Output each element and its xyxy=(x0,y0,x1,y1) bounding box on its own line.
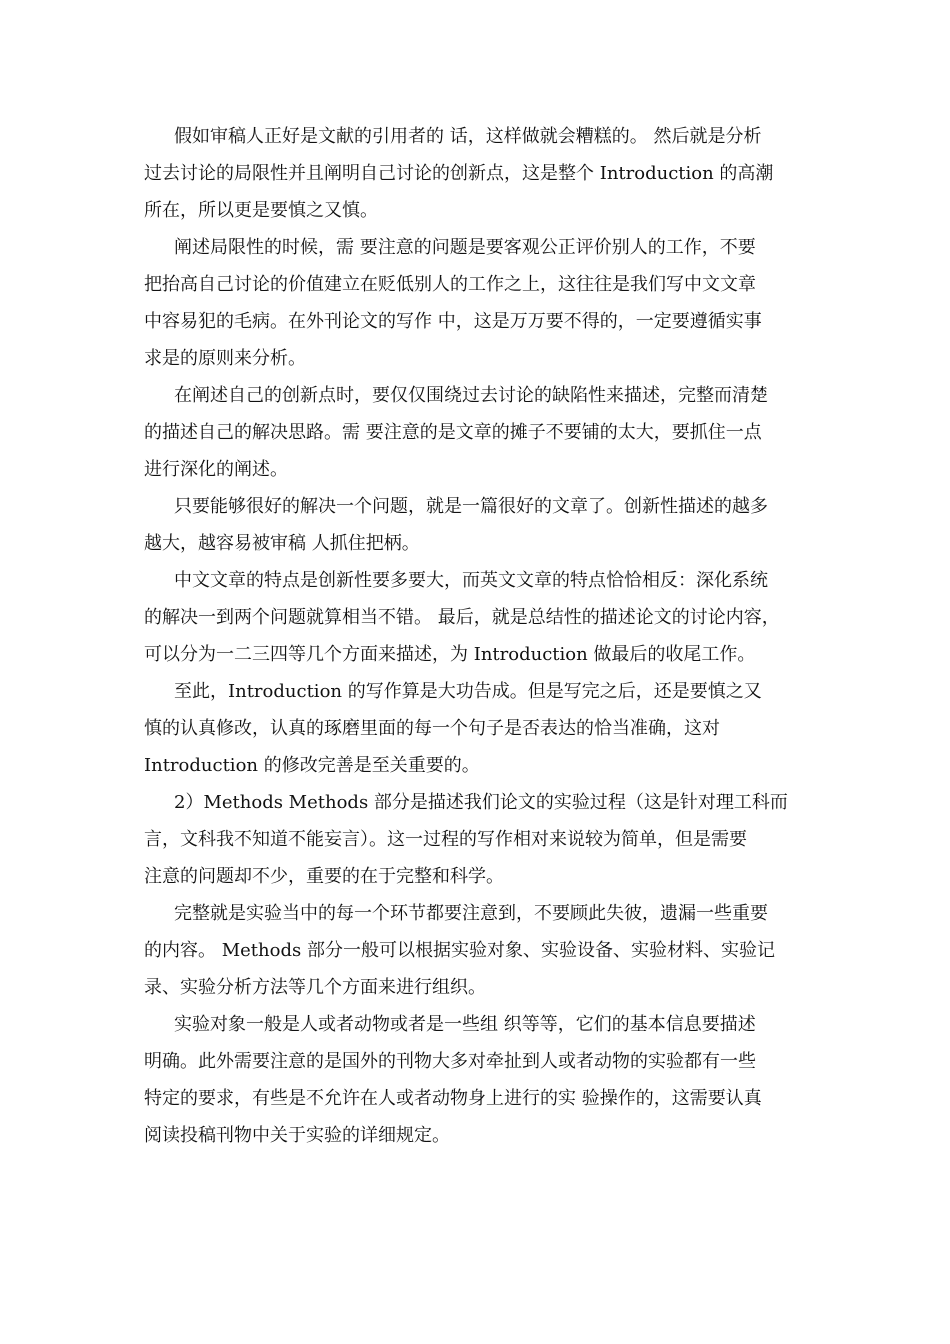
paragraph-first-line: 假如审稿人正好是文献的引用者的 话，这样做就会糟糕的。 然后就是分析 xyxy=(174,126,762,147)
paragraph-line: 可以分为一二三四等几个方面来描述，为 Introduction 做最后的收尾工作。 xyxy=(144,644,756,665)
paragraph-line: 特定的要求，有些是不允许在人或者动物身上进行的实 验操作的，这需要认真 xyxy=(144,1088,762,1109)
paragraph-first-line: 完整就是实验当中的每一个环节都要注意到，不要顾此失彼，遗漏一些重要 xyxy=(174,903,768,924)
paragraph-line: 进行深化的阐述。 xyxy=(144,459,288,480)
paragraph-line: 明确。此外需要注意的是国外的刊物大多对牵扯到人或者动物的实验都有一些 xyxy=(144,1051,756,1072)
paragraph-line: 慎的认真修改，认真的琢磨里面的每一个句子是否表达的恰当准确，这对 xyxy=(144,718,720,739)
paragraph-line: 过去讨论的局限性并且阐明自己讨论的创新点，这是整个 Introduction 的高潮 xyxy=(144,163,774,184)
paragraph-first-line: 2）Methods Methods 部分是描述我们论文的实验过程（这是针对理工科而 xyxy=(174,792,788,813)
paragraph-line: 所在，所以更是要慎之又慎。 xyxy=(144,200,378,221)
paragraph-line: 录、实验分析方法等几个方面来进行组织。 xyxy=(144,977,486,998)
document-body xyxy=(144,118,814,1154)
paragraph-line: 的内容。 Methods 部分一般可以根据实验对象、实验设备、实验材料、实验记 xyxy=(144,940,775,961)
paragraph-first-line: 在阐述自己的创新点时，要仅仅围绕过去讨论的缺陷性来描述，完整而清楚 xyxy=(174,385,768,406)
paragraph-line: 言，文科我不知道不能妄言）。这一过程的写作相对来说较为简单，但是需要 xyxy=(144,829,747,850)
paragraph-line: 注意的问题却不少，重要的在于完整和科学。 xyxy=(144,866,504,887)
paragraph-line: 阅读投稿刊物中关于实验的详细规定。 xyxy=(144,1125,450,1146)
paragraph-first-line: 中文文章的特点是创新性要多要大，而英文文章的特点恰恰相反：深化系统 xyxy=(174,570,768,591)
paragraph-first-line: 阐述局限性的时候，需 要注意的问题是要客观公正评价别人的工作，不要 xyxy=(174,237,756,258)
paragraph-first-line: 至此，Introduction 的写作算是大功告成。但是写完之后，还是要慎之又 xyxy=(174,681,762,702)
paragraph-line: 的描述自己的解决思路。需 要注意的是文章的摊子不要铺的太大，要抓住一点 xyxy=(144,422,762,443)
paragraph-line: Introduction 的修改完善是至关重要的。 xyxy=(144,755,480,776)
paragraph-line: 求是的原则来分析。 xyxy=(144,348,306,369)
paragraph-line: 中容易犯的毛病。在外刊论文的写作 中，这是万万要不得的，一定要遵循实事 xyxy=(144,311,762,332)
paragraph-first-line: 实验对象一般是人或者动物或者是一些组 织等等，它们的基本信息要描述 xyxy=(174,1014,756,1035)
paragraph-line: 的解决一到两个问题就算相当不错。 最后，就是总结性的描述论文的讨论内容， xyxy=(144,607,780,628)
paragraph-line: 把抬高自己讨论的价值建立在贬低别人的工作之上，这往往是我们写中文文章 xyxy=(144,274,756,295)
paragraph-first-line: 只要能够很好的解决一个问题，就是一篇很好的文章了。创新性描述的越多 xyxy=(174,496,768,517)
paragraph-line: 越大，越容易被审稿 人抓住把柄。 xyxy=(144,533,420,554)
